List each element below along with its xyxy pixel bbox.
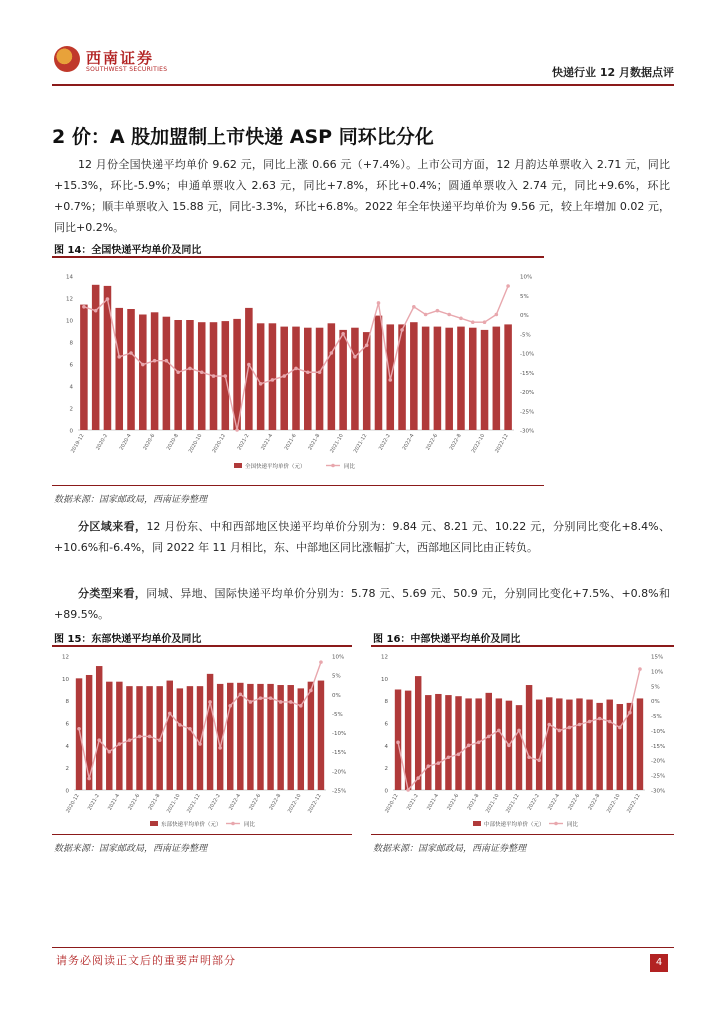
bar bbox=[187, 686, 193, 790]
x-tick-label: 2021-4 bbox=[426, 793, 441, 812]
y-left-tick-label: 8 bbox=[384, 699, 388, 706]
figure-15-bottom-rule bbox=[52, 834, 352, 835]
y-right-tick-label: -15% bbox=[332, 750, 347, 757]
y-right-tick-label: -15% bbox=[651, 743, 666, 750]
x-tick-label: 2021-6 bbox=[446, 793, 461, 812]
y-right-tick-label: 5% bbox=[332, 673, 341, 680]
yoy-point bbox=[457, 752, 461, 756]
y-right-tick-label: -25% bbox=[651, 773, 666, 780]
y-left-tick-label: 10 bbox=[66, 318, 73, 325]
bar bbox=[435, 694, 441, 790]
yoy-point bbox=[447, 755, 451, 759]
y-left-tick-label: 2 bbox=[69, 406, 73, 413]
bar bbox=[586, 700, 592, 790]
bar bbox=[516, 705, 522, 790]
chart-east-price bbox=[54, 648, 352, 832]
x-tick-label: 2022-4 bbox=[401, 433, 416, 452]
bar bbox=[445, 695, 451, 790]
bar bbox=[475, 698, 481, 790]
yoy-point bbox=[459, 317, 463, 321]
yoy-point bbox=[282, 374, 286, 378]
figure-15-top-rule bbox=[52, 645, 352, 647]
x-tick-label: 2022-12 bbox=[494, 433, 510, 455]
yoy-point bbox=[527, 755, 531, 759]
company-logo-english: SOUTHWEST SECURITIES bbox=[86, 66, 168, 73]
x-tick-label: 2021-12 bbox=[186, 793, 202, 815]
y-right-tick-label: 10% bbox=[651, 669, 664, 676]
yoy-point bbox=[218, 746, 222, 750]
bar bbox=[405, 691, 411, 790]
legend-line-label: 同比 bbox=[344, 464, 356, 470]
yoy-point bbox=[259, 382, 263, 386]
bar bbox=[115, 308, 123, 430]
bar bbox=[86, 675, 92, 790]
yoy-point bbox=[477, 741, 481, 745]
yoy-point bbox=[537, 758, 541, 762]
y-right-tick-label: -5% bbox=[332, 711, 343, 718]
paragraph-type-body: 同城、异地、国际快递平均单价分别为：5.78 元、5.69 元、50.9 元，分别同比变化+7.5%、+0.8%和+89.5%。 bbox=[54, 587, 670, 621]
x-tick-label: 2022-8 bbox=[448, 433, 463, 452]
legend-line-marker bbox=[554, 822, 558, 826]
yoy-point bbox=[188, 727, 192, 731]
bar bbox=[536, 700, 542, 790]
bar bbox=[526, 685, 532, 790]
yoy-point bbox=[495, 313, 499, 317]
yoy-point bbox=[330, 351, 334, 355]
bar bbox=[96, 666, 102, 790]
bar bbox=[596, 703, 602, 790]
y-right-tick-label: 0% bbox=[651, 699, 660, 706]
yoy-point bbox=[200, 370, 204, 374]
yoy-point bbox=[598, 717, 602, 721]
x-tick-label: 2022-2 bbox=[377, 433, 393, 452]
y-right-tick-label: -10% bbox=[651, 728, 666, 735]
yoy-point bbox=[353, 355, 357, 359]
yoy-point bbox=[638, 667, 642, 671]
bar bbox=[116, 682, 122, 790]
bar bbox=[410, 322, 418, 430]
yoy-point bbox=[306, 370, 310, 374]
yoy-point bbox=[128, 738, 132, 742]
yoy-point bbox=[107, 750, 111, 754]
x-tick-label: 2022-12 bbox=[626, 793, 642, 815]
y-left-tick-label: 8 bbox=[69, 340, 73, 347]
yoy-point bbox=[412, 305, 416, 309]
x-tick-label: 2021-8 bbox=[147, 793, 162, 812]
yoy-point bbox=[467, 744, 471, 748]
x-tick-label: 2021-12 bbox=[352, 433, 369, 455]
yoy-point bbox=[424, 313, 428, 317]
yoy-point bbox=[153, 359, 157, 363]
yoy-point bbox=[97, 738, 101, 742]
paragraph-regional bbox=[54, 516, 670, 558]
x-tick-label: 2020-2 bbox=[95, 433, 110, 452]
yoy-point bbox=[365, 344, 369, 348]
y-right-tick-label: 5% bbox=[520, 293, 529, 300]
x-tick-label: 2021-6 bbox=[127, 793, 142, 812]
yoy-point bbox=[239, 692, 243, 696]
legend-bar-swatch bbox=[234, 463, 242, 468]
bar bbox=[566, 700, 572, 790]
yoy-point bbox=[558, 729, 562, 733]
x-tick-label: 2020-12 bbox=[65, 793, 81, 815]
bar bbox=[481, 330, 489, 430]
figure-15-caption: 图 15：东部快递平均单价及同比 bbox=[54, 634, 202, 645]
bar bbox=[106, 682, 112, 790]
yoy-point bbox=[148, 735, 152, 739]
x-tick-label: 2020-6 bbox=[142, 433, 157, 452]
yoy-point bbox=[269, 696, 273, 700]
y-left-tick-label: 10 bbox=[381, 676, 388, 683]
yoy-point bbox=[588, 720, 592, 724]
x-tick-label: 2022-2 bbox=[207, 793, 222, 812]
y-left-tick-label: 8 bbox=[65, 699, 69, 706]
chart-central-price bbox=[373, 648, 673, 832]
y-right-tick-label: -20% bbox=[332, 769, 347, 776]
bar bbox=[576, 698, 582, 790]
bar bbox=[237, 683, 243, 790]
bar bbox=[318, 681, 324, 790]
y-right-tick-label: -10% bbox=[520, 351, 535, 358]
bar bbox=[415, 676, 421, 790]
bar bbox=[104, 286, 112, 430]
figure-16-caption: 图 16：中部快递平均单价及同比 bbox=[373, 634, 521, 645]
yoy-point bbox=[77, 727, 81, 731]
legend-bar-swatch bbox=[473, 821, 481, 826]
bar bbox=[139, 315, 147, 431]
y-right-tick-label: -20% bbox=[520, 390, 535, 396]
yoy-point bbox=[471, 320, 475, 324]
yoy-point bbox=[118, 742, 122, 746]
paragraph-regional-body: 12 月份东、中和西部地区快递平均单价分别为：9.84 元、8.21 元、10.22 元，分别同比变化+8.4%、+10.6%和-6.4%，同 2022 年 11 月相比，东、中部地区同比涨幅扩大，西部地区同比由正转负。 bbox=[54, 520, 671, 554]
bar bbox=[328, 323, 336, 430]
y-left-tick-label: 6 bbox=[65, 721, 69, 728]
yoy-point bbox=[289, 700, 293, 704]
yoy-point bbox=[208, 700, 212, 704]
bar bbox=[197, 686, 203, 790]
bar bbox=[425, 695, 431, 790]
bar bbox=[504, 324, 512, 430]
y-right-tick-label: -15% bbox=[520, 370, 535, 377]
y-left-tick-label: 12 bbox=[381, 654, 388, 661]
yoy-point bbox=[437, 761, 441, 765]
x-tick-label: 2019-12 bbox=[69, 433, 86, 455]
paragraph-regional-lead: 分区域来看， bbox=[78, 520, 147, 533]
figure-15-source: 数据来源：国家邮政局，西南证券整理 bbox=[54, 844, 208, 854]
x-tick-label: 2021-12 bbox=[505, 793, 521, 815]
x-tick-label: 2020-8 bbox=[165, 433, 180, 452]
yoy-point bbox=[318, 370, 322, 374]
yoy-point bbox=[294, 367, 298, 371]
y-right-tick-label: -5% bbox=[651, 714, 662, 721]
bar bbox=[375, 316, 383, 430]
bar bbox=[80, 305, 88, 430]
header-divider bbox=[52, 84, 674, 86]
x-tick-label: 2022-10 bbox=[470, 433, 487, 455]
figure-14-caption: 图 14：全国快递平均单价及同比 bbox=[54, 245, 202, 256]
bar bbox=[174, 320, 182, 430]
figure-16-source: 数据来源：国家邮政局，西南证券整理 bbox=[373, 844, 527, 854]
bar bbox=[351, 328, 359, 430]
yoy-point bbox=[497, 729, 501, 733]
yoy-point bbox=[94, 309, 98, 313]
bar bbox=[280, 327, 288, 430]
bar bbox=[316, 328, 324, 430]
x-tick-label: 2021-8 bbox=[307, 433, 322, 452]
x-tick-label: 2020-12 bbox=[384, 793, 400, 815]
x-tick-label: 2021-2 bbox=[86, 793, 101, 812]
bar bbox=[457, 327, 465, 430]
x-tick-label: 2020-12 bbox=[211, 433, 228, 455]
yoy-point bbox=[271, 378, 275, 382]
yoy-point bbox=[178, 723, 182, 727]
bar bbox=[298, 688, 304, 790]
yoy-point bbox=[188, 367, 192, 371]
y-right-tick-label: 0% bbox=[332, 692, 341, 699]
x-tick-label: 2022-6 bbox=[248, 793, 263, 812]
y-right-tick-label: 0% bbox=[520, 313, 529, 319]
bar bbox=[269, 323, 277, 430]
yoy-point bbox=[176, 370, 180, 374]
page-number: 4 bbox=[650, 954, 668, 972]
legend-line-marker bbox=[331, 464, 335, 468]
yoy-point bbox=[608, 720, 612, 724]
bar bbox=[177, 688, 183, 790]
y-right-tick-label: -25% bbox=[332, 788, 347, 795]
x-tick-label: 2022-10 bbox=[605, 793, 622, 815]
y-left-tick-label: 10 bbox=[62, 676, 69, 683]
yoy-point bbox=[228, 704, 232, 708]
y-left-tick-label: 12 bbox=[66, 296, 73, 303]
legend-bar-label: 全国快递平均单价（元） bbox=[245, 464, 306, 470]
yoy-point bbox=[517, 729, 521, 733]
bar bbox=[556, 698, 562, 790]
x-tick-label: 2021-8 bbox=[466, 793, 481, 812]
y-right-tick-label: 5% bbox=[651, 684, 660, 691]
company-logo-name: 西南证券 bbox=[86, 49, 155, 67]
legend-bar-label: 中部快递平均单价（元） bbox=[484, 822, 545, 828]
paragraph-type bbox=[54, 583, 670, 625]
bar bbox=[304, 328, 312, 430]
legend-bar-label: 东部快递平均单价（元） bbox=[161, 822, 222, 828]
yoy-point bbox=[158, 738, 162, 742]
yoy-point bbox=[547, 723, 551, 727]
yoy-point bbox=[578, 723, 582, 727]
chart-national-price bbox=[54, 262, 544, 480]
x-tick-label: 2022-4 bbox=[227, 793, 243, 812]
legend-line-label: 同比 bbox=[567, 822, 579, 828]
bar bbox=[617, 704, 623, 790]
y-left-tick-label: 6 bbox=[384, 721, 388, 728]
bar bbox=[227, 683, 233, 790]
y-left-tick-label: 0 bbox=[69, 428, 73, 435]
bar bbox=[207, 674, 213, 790]
figure-14-top-rule bbox=[52, 256, 544, 258]
bar bbox=[339, 330, 347, 430]
paragraph-type-lead: 分类型来看， bbox=[78, 587, 147, 600]
yoy-point bbox=[506, 284, 510, 288]
y-left-tick-label: 4 bbox=[65, 743, 69, 750]
y-left-tick-label: 14 bbox=[66, 274, 73, 281]
bar bbox=[76, 678, 82, 790]
bar bbox=[257, 323, 265, 430]
yoy-point bbox=[117, 355, 121, 359]
y-left-tick-label: 0 bbox=[65, 788, 69, 795]
bar bbox=[455, 696, 461, 790]
yoy-point bbox=[235, 428, 239, 432]
footer-disclaimer: 请务必阅读正文后的重要声明部分 bbox=[56, 954, 236, 967]
bar bbox=[493, 327, 501, 430]
yoy-point bbox=[212, 374, 216, 378]
y-right-tick-label: 15% bbox=[651, 654, 664, 661]
yoy-point bbox=[406, 788, 410, 792]
x-tick-label: 2021-2 bbox=[405, 793, 420, 812]
yoy-point bbox=[341, 332, 345, 336]
figure-14-source: 数据来源：国家邮政局，西南证券整理 bbox=[54, 495, 208, 505]
bar bbox=[126, 686, 132, 790]
x-tick-label: 2021-6 bbox=[283, 433, 298, 452]
y-right-tick-label: 10% bbox=[332, 654, 345, 661]
yoy-point bbox=[319, 660, 323, 664]
yoy-point bbox=[129, 351, 133, 355]
bar bbox=[637, 698, 643, 790]
x-tick-label: 2022-6 bbox=[567, 793, 582, 812]
x-tick-label: 2021-10 bbox=[165, 793, 182, 815]
yoy-point bbox=[426, 764, 430, 768]
x-tick-label: 2021-4 bbox=[107, 793, 122, 812]
y-right-tick-label: -25% bbox=[520, 409, 535, 416]
y-left-tick-label: 12 bbox=[62, 654, 69, 661]
paragraph-price-summary: 12 月份全国快递平均单价 9.62 元，同比上涨 0.66 元（+7.4%）。上市公司方面，12 月韵达单票收入 2.71 元，同比+15.3%，环比-5.9%；申通单票收入 2.63 元，同比+7.8%，环比+0.4%；圆通单票收入 2.74 元，同比+9.6%，环比+0.7%；顺丰单票收入 15.88 元，同比-3.3%，环比+6.8%。2022 年全年快递平均单价为 9.56 元，较上年增加 0.02 元，同比+0.2%。 bbox=[54, 158, 670, 234]
bar bbox=[198, 322, 206, 430]
yoy-point bbox=[483, 320, 487, 324]
y-right-tick-label: -30% bbox=[520, 428, 535, 435]
figure-16-bottom-rule bbox=[371, 834, 674, 835]
yoy-point bbox=[168, 712, 172, 716]
yoy-point bbox=[249, 700, 253, 704]
y-right-tick-label: -20% bbox=[651, 758, 666, 765]
y-right-tick-label: -5% bbox=[520, 332, 531, 339]
bar bbox=[486, 693, 492, 790]
legend-bar-swatch bbox=[150, 821, 158, 826]
y-right-tick-label: 10% bbox=[520, 274, 533, 281]
y-left-tick-label: 2 bbox=[384, 766, 388, 773]
y-left-tick-label: 2 bbox=[65, 766, 69, 773]
bar bbox=[186, 320, 194, 430]
y-left-tick-label: 0 bbox=[384, 788, 388, 795]
yoy-point bbox=[618, 726, 622, 730]
footer-divider bbox=[52, 947, 674, 948]
bar bbox=[496, 698, 502, 790]
yoy-point bbox=[436, 309, 440, 313]
yoy-point bbox=[141, 363, 145, 367]
y-right-tick-label: -10% bbox=[332, 731, 347, 738]
bar bbox=[546, 697, 552, 790]
x-tick-label: 2022-2 bbox=[526, 793, 541, 812]
bar bbox=[395, 690, 401, 791]
y-left-tick-label: 4 bbox=[384, 743, 388, 750]
yoy-point bbox=[138, 735, 142, 739]
bar bbox=[422, 327, 430, 430]
bar bbox=[92, 285, 100, 430]
yoy-point bbox=[388, 378, 392, 382]
yoy-point bbox=[628, 711, 632, 715]
x-tick-label: 2020-4 bbox=[118, 433, 133, 452]
yoy-point bbox=[247, 363, 251, 367]
x-tick-label: 2022-6 bbox=[425, 433, 440, 452]
yoy-point bbox=[82, 305, 86, 309]
bar bbox=[606, 700, 612, 790]
yoy-point bbox=[568, 726, 572, 730]
figure-14-bottom-rule bbox=[52, 485, 544, 486]
y-right-tick-label: -30% bbox=[651, 788, 666, 795]
bar bbox=[308, 682, 314, 790]
yoy-point bbox=[299, 704, 303, 708]
yoy-point bbox=[507, 744, 511, 748]
bar bbox=[292, 327, 300, 430]
yoy-point bbox=[279, 700, 283, 704]
x-tick-label: 2022-8 bbox=[268, 793, 283, 812]
yoy-point bbox=[416, 776, 420, 780]
legend-line-label: 同比 bbox=[244, 822, 256, 828]
yoy-point bbox=[400, 328, 404, 332]
section-title: 2 价：A 股加盟制上市快递 ASP 同环比分化 bbox=[52, 126, 434, 148]
x-tick-label: 2021-10 bbox=[329, 433, 345, 455]
report-title: 快递行业 12 月数据点评 bbox=[552, 66, 674, 79]
legend-line-marker bbox=[231, 822, 235, 826]
yoy-point bbox=[487, 735, 491, 739]
yoy-point bbox=[198, 742, 202, 746]
x-tick-label: 2022-8 bbox=[587, 793, 602, 812]
bar bbox=[127, 309, 135, 430]
x-tick-label: 2022-12 bbox=[307, 793, 323, 815]
yoy-point bbox=[309, 689, 313, 693]
x-tick-label: 2021-10 bbox=[484, 793, 501, 815]
yoy-point bbox=[106, 297, 110, 301]
yoy-point bbox=[259, 696, 263, 700]
figure-16-top-rule bbox=[371, 645, 674, 647]
y-left-tick-label: 4 bbox=[69, 384, 73, 391]
x-tick-label: 2022-10 bbox=[286, 793, 303, 815]
yoy-point bbox=[447, 313, 451, 317]
bar bbox=[151, 312, 159, 430]
company-logo-icon bbox=[54, 46, 80, 72]
y-left-tick-label: 6 bbox=[69, 362, 73, 369]
bar bbox=[163, 317, 171, 430]
x-tick-label: 2022-4 bbox=[546, 793, 562, 812]
bar bbox=[445, 328, 453, 430]
yoy-point bbox=[87, 777, 91, 781]
yoy-point bbox=[165, 359, 169, 363]
x-tick-label: 2021-2 bbox=[236, 433, 251, 452]
yoy-point bbox=[223, 374, 227, 378]
yoy-point bbox=[377, 301, 381, 305]
yoy-point bbox=[396, 741, 400, 745]
bar bbox=[167, 681, 173, 790]
bar bbox=[434, 327, 442, 430]
bar bbox=[156, 686, 162, 790]
bar bbox=[469, 328, 477, 430]
x-tick-label: 2021-4 bbox=[260, 433, 275, 452]
x-tick-label: 2020-10 bbox=[187, 433, 204, 455]
